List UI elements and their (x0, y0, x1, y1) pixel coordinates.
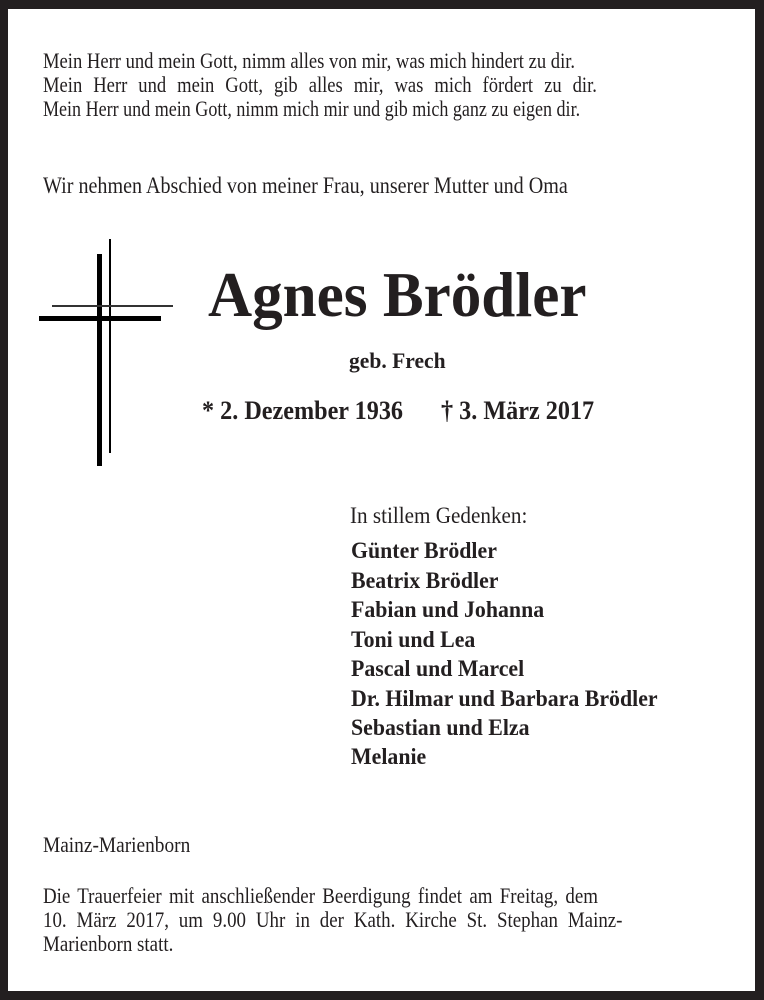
deceased-name: Agnes Brödler (208, 260, 587, 330)
mourner-name: Toni und Lea (351, 627, 476, 653)
mourner-name: Günter Brödler (351, 538, 497, 564)
poem-line-2: Mein Herr und mein Gott, gib alles mir, was mich fördert zu dir. (43, 72, 597, 97)
mourner-name: Melanie (351, 744, 427, 770)
birth-date: * 2. Dezember 1936 (202, 396, 403, 425)
service-line-3: Marienborn statt. (43, 931, 174, 956)
farewell-text: Wir nehmen Abschied von meiner Frau, unserer Mutter und Oma (43, 173, 568, 199)
mourner-name: Sebastian und Elza (351, 715, 530, 741)
mourner-name: Dr. Hilmar und Barbara Brödler (351, 686, 658, 712)
mourner-name: Pascal und Marcel (351, 656, 525, 682)
mourner-name: Beatrix Brödler (351, 568, 499, 594)
service-line-1: Die Trauerfeier mit anschließender Beerdigung findet am Freitag, dem (43, 883, 598, 908)
poem-line-3: Mein Herr und mein Gott, nimm mich mir und gib mich ganz zu eigen dir. (43, 96, 581, 121)
service-line-2: 10. März 2017, um 9.00 Uhr in der Kath. Kirche St. Stephan Mainz- (43, 907, 623, 932)
death-date: † 3. März 2017 (441, 396, 595, 425)
mourners-heading: In stillem Gedenken: (350, 503, 528, 529)
maiden-name: geb. Frech (349, 348, 446, 373)
mourner-name: Fabian und Johanna (351, 597, 545, 623)
poem-line-1: Mein Herr und mein Gott, nimm alles von mir, was mich hindert zu dir. (43, 48, 576, 73)
location-text: Mainz-Marienborn (43, 832, 191, 857)
